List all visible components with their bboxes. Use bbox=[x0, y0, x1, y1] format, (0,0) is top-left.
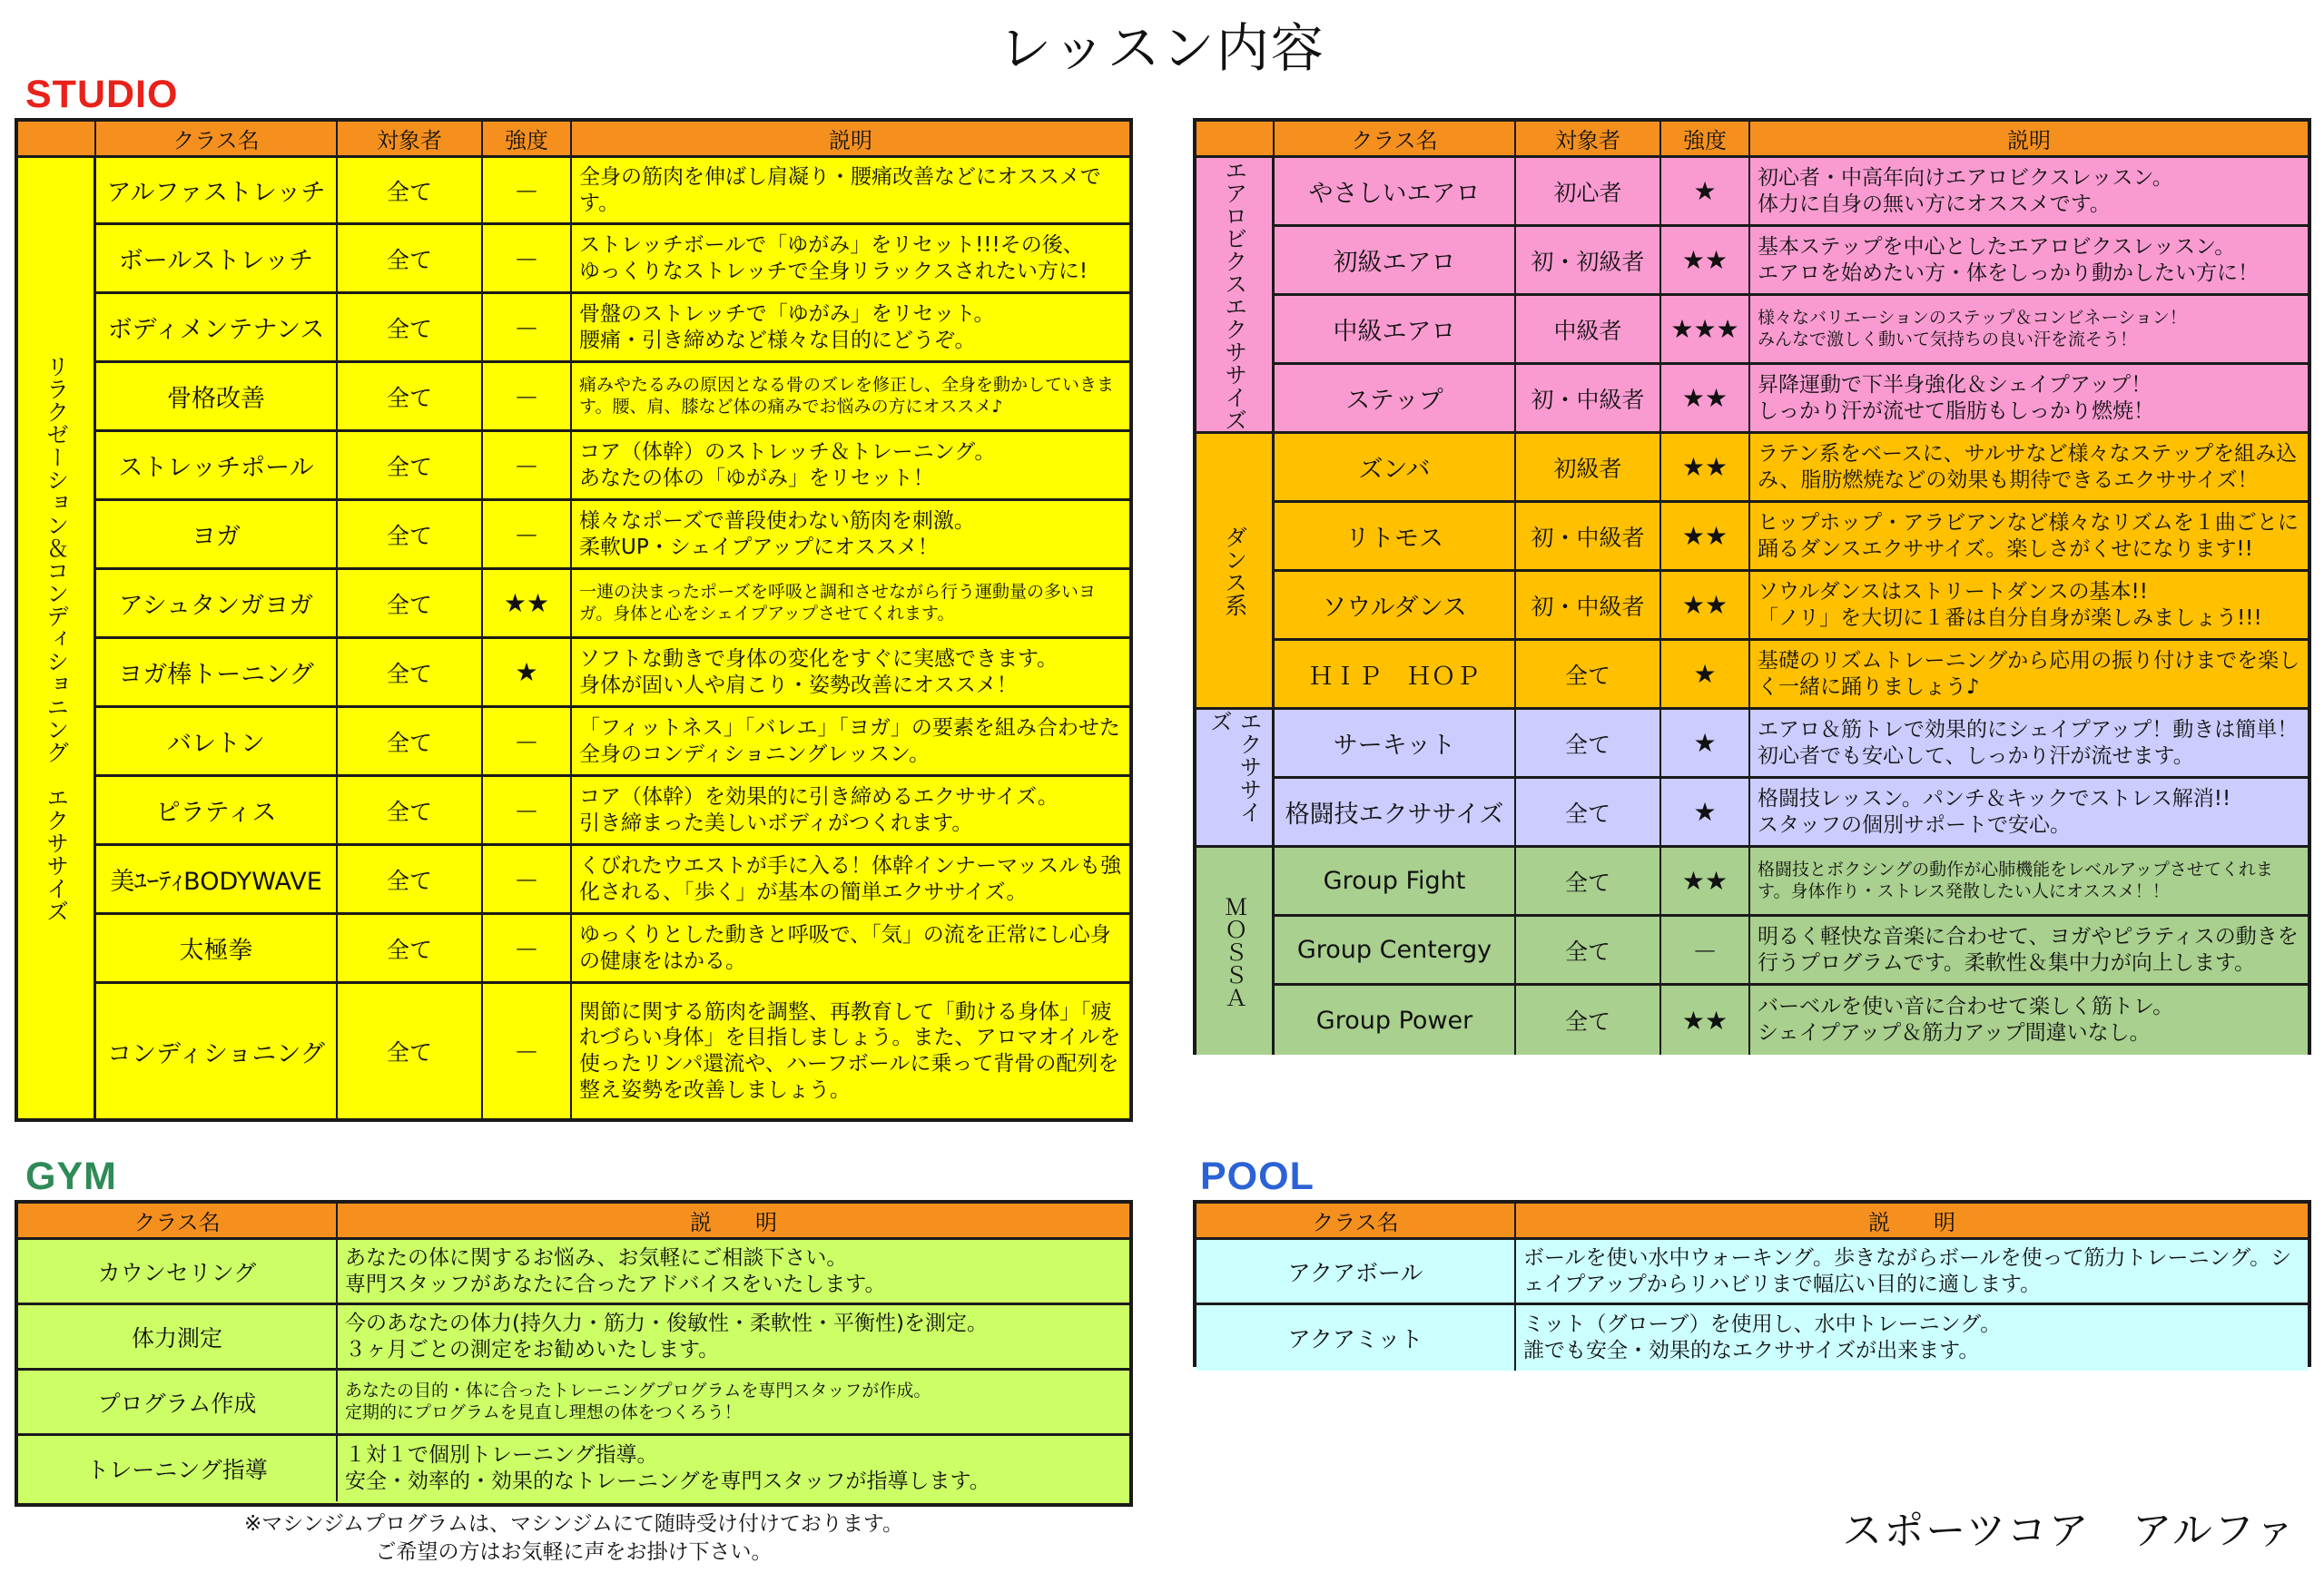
class-name-cell: 初級エアロ bbox=[1275, 227, 1516, 293]
intensity-cell: － bbox=[483, 846, 572, 912]
description-text: くびれたウエストが手に入る！体幹インナーマッスルも強化される、「歩く」が基本の簡単エクササイズ。 bbox=[579, 853, 1122, 904]
description-cell bbox=[572, 915, 1129, 981]
target-cell: 全て bbox=[1516, 848, 1661, 914]
intensity-cell: ★★ bbox=[1661, 572, 1750, 638]
classes-table-header bbox=[1196, 122, 2308, 158]
table-row bbox=[18, 1305, 1129, 1371]
table-row bbox=[96, 363, 1129, 432]
description-cell bbox=[1750, 848, 2308, 914]
table-row bbox=[1275, 779, 2308, 848]
table-row bbox=[96, 158, 1129, 225]
description-text: 格闘技とボクシングの動作が心肺機能をレベルアップさせてくれます。身体作り・ストレス発散したい人にオススメ！！ bbox=[1758, 859, 2273, 901]
description-text: ゆっくりとした動きと呼吸で、「気」の流を正常にし心身の健康をはかる。 bbox=[579, 922, 1111, 973]
header-class-name: クラス名 bbox=[18, 1204, 338, 1237]
header-description: 説明 bbox=[829, 128, 872, 153]
description-cell bbox=[572, 708, 1129, 774]
table-row bbox=[96, 708, 1129, 777]
table-row bbox=[1275, 917, 2308, 986]
description-text: ストレッチボールで「ゆがみ」をリセット!!!その後、 ゆっくりなストレッチで全身リラックスされたい方に! bbox=[579, 232, 1088, 283]
intensity-cell: ★★ bbox=[1661, 227, 1750, 293]
intensity-cell: － bbox=[483, 432, 572, 498]
description-cell bbox=[1516, 1240, 2308, 1303]
table-row bbox=[96, 225, 1129, 294]
description-text: 全身の筋肉を伸ばし肩凝り・腰痛改善などにオススメです。 bbox=[579, 164, 1101, 215]
description-text: あなたの目的・体に合ったトレーニングプログラムを専門スタッフが作成。 定期的にプログラムを見直し理想の体をつくろう！ bbox=[345, 1380, 931, 1422]
description-cell bbox=[572, 777, 1129, 843]
header-description: 説 明 bbox=[1868, 1210, 1955, 1235]
table-row bbox=[1275, 572, 2308, 641]
target-cell: 全て bbox=[338, 984, 483, 1118]
header-target: 対象者 bbox=[338, 122, 483, 155]
table-row bbox=[1275, 641, 2308, 710]
table-row bbox=[96, 501, 1129, 570]
target-cell: 全て bbox=[338, 158, 483, 222]
description-text: コア（体幹）のストレッチ＆トレーニング。 あなたの体の「ゆがみ」をリセット！ bbox=[579, 439, 996, 490]
intensity-cell: ★ bbox=[1661, 641, 1750, 707]
description-text: ミット（グローブ）を使用し、水中トレーニング。 誰でも安全・効果的なエクササイズが出来ます。 bbox=[1523, 1313, 2002, 1362]
table-row bbox=[1275, 365, 2308, 434]
table-row bbox=[96, 294, 1129, 363]
table-row bbox=[96, 915, 1129, 984]
studio-table bbox=[15, 118, 1133, 1122]
description-cell bbox=[1750, 986, 2308, 1055]
target-cell: 全て bbox=[338, 708, 483, 774]
intensity-cell: － bbox=[483, 984, 572, 1118]
description-text: 様々なバリエーションのステップ＆コンビネーション！ みんなで激しく動いて気持ちの良い汗を流そう！ bbox=[1758, 307, 2187, 349]
description-text: 関節に関する筋肉を調整、再教育して「動ける身体」「疲れづらい身体」を目指しましょう。また、アロマオイルを使ったリンパ還流や、ハーフボールに乗って背骨の配列を整え姿勢を改善しましょう。 bbox=[579, 999, 1121, 1102]
description-cell bbox=[338, 1371, 1129, 1433]
gym-table bbox=[15, 1200, 1133, 1507]
table-row bbox=[1275, 848, 2308, 917]
table-row bbox=[96, 432, 1129, 501]
description-text: バーベルを使い音に合わせて楽しく筋トレ。 シェイプアップ＆筋力アップ間違いなし。 bbox=[1758, 995, 2174, 1045]
intensity-cell: － bbox=[483, 158, 572, 222]
class-name-cell: プログラム作成 bbox=[18, 1371, 338, 1433]
gym-section-label: GYM bbox=[25, 1155, 117, 1198]
page-title: レッスン内容 bbox=[999, 17, 1325, 79]
header-class-name: クラス名 bbox=[1275, 122, 1516, 155]
class-name-cell: 中級エアロ bbox=[1275, 296, 1516, 362]
intensity-cell: ★★ bbox=[483, 570, 572, 636]
description-cell bbox=[572, 158, 1129, 222]
description-cell bbox=[572, 846, 1129, 912]
class-name-cell: ボディメンテナンス bbox=[96, 294, 338, 360]
class-name-cell: トレーニング指導 bbox=[18, 1436, 338, 1501]
description-cell bbox=[572, 363, 1129, 429]
description-cell bbox=[572, 294, 1129, 360]
description-text: ボールを使い水中ウォーキング。歩きながらボールを使って筋力トレーニング。シェイプアップからリハビリまで幅広い目的に適します。 bbox=[1523, 1245, 2292, 1296]
intensity-cell: ★ bbox=[1661, 779, 1750, 845]
intensity-cell: － bbox=[1661, 917, 1750, 983]
header-intensity: 強度 bbox=[1661, 122, 1750, 155]
header-category-cell bbox=[1196, 122, 1275, 155]
table-row bbox=[1196, 1305, 2308, 1371]
target-cell: 全て bbox=[1516, 710, 1661, 776]
table-row bbox=[96, 777, 1129, 846]
class-name-cell: バレトン bbox=[96, 708, 338, 774]
description-cell bbox=[1750, 365, 2308, 431]
description-cell bbox=[1750, 158, 2308, 224]
target-cell: 全て bbox=[338, 777, 483, 843]
description-cell bbox=[1750, 572, 2308, 638]
target-cell: 初心者 bbox=[1516, 158, 1661, 224]
header-target: 対象者 bbox=[1516, 122, 1661, 155]
target-cell: 全て bbox=[338, 915, 483, 981]
intensity-cell: － bbox=[483, 708, 572, 774]
intensity-cell: － bbox=[483, 777, 572, 843]
description-cell bbox=[1750, 296, 2308, 362]
class-name-cell: ソウルダンス bbox=[1275, 572, 1516, 638]
description-cell bbox=[1516, 1305, 2308, 1371]
class-name-cell: やさしいエアロ bbox=[1275, 158, 1516, 224]
target-cell: 全て bbox=[338, 432, 483, 498]
intensity-cell: ★ bbox=[1661, 158, 1750, 224]
description-text: ヒップホップ・アラビアンなど様々なリズムを１曲ごとに踊るダンスエクササイズ。楽しさがくせになります!! bbox=[1758, 510, 2299, 561]
description-text: 骨盤のストレッチで「ゆがみ」をリセット。 腰痛・引き締めなど様々な目的にどうぞ。 bbox=[579, 301, 995, 352]
target-cell: 初・中級者 bbox=[1516, 365, 1661, 431]
description-text: 基本ステップを中心としたエアロビクスレッスン。 エアロを始めたい方・体をしっかり動かしたい方に！ bbox=[1758, 234, 2259, 285]
table-row bbox=[1196, 1240, 2308, 1305]
description-cell bbox=[572, 570, 1129, 636]
intensity-cell: ★★ bbox=[1661, 848, 1750, 914]
target-cell: 全て bbox=[1516, 779, 1661, 845]
class-name-cell: ＨＩＰ ＨＯＰ bbox=[1275, 641, 1516, 707]
table-row bbox=[1275, 227, 2308, 296]
intensity-cell: － bbox=[483, 915, 572, 981]
description-cell bbox=[338, 1436, 1129, 1501]
description-text: 基礎のリズムトレーニングから応用の振り付けまでを楽しく一緒に踊りましょう♪ bbox=[1758, 648, 2300, 699]
target-cell: 全て bbox=[1516, 917, 1661, 983]
table-row bbox=[18, 1240, 1129, 1305]
category-label: エクササイズ bbox=[1196, 710, 1275, 848]
header-category-cell bbox=[18, 122, 96, 155]
class-name-cell: ヨガ bbox=[96, 501, 338, 567]
description-cell bbox=[1750, 434, 2308, 500]
intensity-cell: ★ bbox=[1661, 710, 1750, 776]
target-cell: 初級者 bbox=[1516, 434, 1661, 500]
description-text: 昇降運動で下半身強化＆シェイプアップ！ しっかり汗が流せて脂肪もしっかり燃焼！ bbox=[1758, 372, 2154, 423]
description-cell bbox=[572, 225, 1129, 291]
table-row bbox=[1275, 158, 2308, 227]
header-class-name: クラス名 bbox=[96, 122, 338, 155]
description-cell bbox=[572, 501, 1129, 567]
header-intensity: 強度 bbox=[483, 122, 572, 155]
table-row bbox=[96, 570, 1129, 639]
category-label: エアロビクスエクササイズ bbox=[1196, 158, 1275, 434]
description-cell bbox=[572, 432, 1129, 498]
intensity-cell: ★★ bbox=[1661, 365, 1750, 431]
description-cell bbox=[1750, 641, 2308, 707]
target-cell: 中級者 bbox=[1516, 296, 1661, 362]
studio-category-label: リラクゼーション＆コンディショニング エクササイズ bbox=[18, 158, 96, 1118]
table-row bbox=[1275, 296, 2308, 365]
class-name-cell: ズンバ bbox=[1275, 434, 1516, 500]
class-name-cell: カウンセリング bbox=[18, 1240, 338, 1303]
classes-table bbox=[1193, 118, 2311, 1055]
description-cell bbox=[572, 984, 1129, 1118]
studio-section-label: STUDIO bbox=[25, 73, 179, 116]
description-text: ソフトな動きで身体の変化をすぐに実感できます。 身体が固い人や肩こり・姿勢改善にオススメ！ bbox=[579, 646, 1059, 697]
intensity-cell: ★★ bbox=[1661, 503, 1750, 569]
class-name-cell: コンディショニング bbox=[96, 984, 338, 1118]
description-cell bbox=[338, 1305, 1129, 1368]
class-name-cell: Group Fight bbox=[1275, 848, 1516, 914]
brand-name: スポーツコア アルファ bbox=[1842, 1508, 2297, 1554]
studio-table-header bbox=[18, 122, 1129, 158]
class-name-cell: 美ﾕｰﾃｨBODYWAVE bbox=[96, 846, 338, 912]
description-text: エアロ＆筋トレで効果的にシェイプアップ！動きは簡単！初心者でも安心して、しっかり汗が流せます。 bbox=[1758, 717, 2299, 768]
class-name-cell: Group Centergy bbox=[1275, 917, 1516, 983]
header-class-name: クラス名 bbox=[1196, 1204, 1516, 1237]
target-cell: 全て bbox=[338, 846, 483, 912]
description-text: １対１で個別トレーニング指導。 安全・効率的・効果的なトレーニングを専門スタッフが指導します。 bbox=[345, 1443, 990, 1493]
description-text: 明るく軽快な音楽に合わせて、ヨガやピラティスの動きを行うプログラムです。柔軟性＆集中力が向上します。 bbox=[1758, 924, 2299, 975]
description-cell bbox=[338, 1240, 1129, 1303]
description-cell bbox=[1750, 710, 2308, 776]
table-row bbox=[96, 639, 1129, 708]
description-text: 一連の決まったポーズを呼吸と調和させながら行う運動量の多いヨガ。身体と心をシェイプアップさせてくれます。 bbox=[579, 581, 1097, 624]
table-row bbox=[1275, 434, 2308, 503]
description-text: 格闘技レッスン。パンチ＆キックでストレス解消!! スタッフの個別サポートで安心。 bbox=[1758, 786, 2231, 837]
gym-note-line-2: ご希望の方はお気軽に声をお掛け下さい。 bbox=[375, 1540, 773, 1565]
target-cell: 全て bbox=[1516, 641, 1661, 707]
class-name-cell: アクアボール bbox=[1196, 1240, 1516, 1303]
class-name-cell: アルファストレッチ bbox=[96, 158, 338, 222]
intensity-cell: － bbox=[483, 363, 572, 429]
description-text: ラテン系をベースに、サルサなど様々なステップを組み込み、脂肪燃焼などの効果も期待できるエクササイズ！ bbox=[1758, 441, 2298, 492]
target-cell: 全て bbox=[338, 363, 483, 429]
description-text: 初心者・中高年向けエアロビクスレッスン。 体力に自身の無い方にオススメです。 bbox=[1758, 165, 2173, 216]
class-name-cell: 格闘技エクササイズ bbox=[1275, 779, 1516, 845]
description-cell bbox=[1750, 227, 2308, 293]
description-text: あなたの体に関するお悩み、お気軽にご相談下さい。 専門スタッフがあなたに合ったアドバイスをいたします。 bbox=[345, 1245, 886, 1296]
class-name-cell: ヨガ棒トーニング bbox=[96, 639, 338, 705]
target-cell: 全て bbox=[338, 570, 483, 636]
description-text: 痛みやたるみの原因となる骨のズレを修正し、全身を動かしていきます。腰、肩、膝など体の痛みでお悩みの方にオススメ♪ bbox=[579, 374, 1115, 417]
table-row bbox=[1275, 986, 2308, 1055]
target-cell: 初・初級者 bbox=[1516, 227, 1661, 293]
intensity-cell: － bbox=[483, 294, 572, 360]
class-name-cell: ピラティス bbox=[96, 777, 338, 843]
target-cell: 全て bbox=[338, 294, 483, 360]
description-text: 様々なポーズで普段使わない筋肉を刺激。 柔軟UP・シェイプアップにオススメ！ bbox=[579, 508, 975, 559]
header-description: 説 明 bbox=[690, 1210, 777, 1235]
intensity-cell: ★★ bbox=[1661, 434, 1750, 500]
gym-note-line-1: ※マシンジムプログラムは、マシンジムにて随時受け付けております。 bbox=[243, 1512, 904, 1536]
description-cell bbox=[572, 639, 1129, 705]
description-text: 今のあなたの体力(持久力・筋力・俊敏性・柔軟性・平衡性)を測定。 ３ヶ月ごとの測定をお勧めいたします。 bbox=[345, 1311, 988, 1362]
category-label: ＭＯＳＳＡ bbox=[1196, 848, 1275, 1055]
target-cell: 全て bbox=[338, 225, 483, 291]
description-text: コア（体幹）を効果的に引き締めるエクササイズ。 引き締まった美しいボディがつくれます。 bbox=[579, 784, 1059, 835]
class-name-cell: サーキット bbox=[1275, 710, 1516, 776]
pool-section-label: POOL bbox=[1200, 1155, 1315, 1198]
class-name-cell: 太極拳 bbox=[96, 915, 338, 981]
intensity-cell: ★★★ bbox=[1661, 296, 1750, 362]
target-cell: 全て bbox=[338, 501, 483, 567]
class-name-cell: アシュタンガヨガ bbox=[96, 570, 338, 636]
pool-table-header bbox=[1196, 1204, 2308, 1240]
description-cell bbox=[1750, 917, 2308, 983]
target-cell: 初・中級者 bbox=[1516, 503, 1661, 569]
table-row bbox=[1275, 503, 2308, 572]
class-name-cell: アクアミット bbox=[1196, 1305, 1516, 1371]
intensity-cell: ★★ bbox=[1661, 986, 1750, 1055]
description-cell bbox=[1750, 779, 2308, 845]
class-name-cell: ストレッチポール bbox=[96, 432, 338, 498]
gym-table-header bbox=[18, 1204, 1129, 1240]
gym-note bbox=[15, 1510, 1133, 1567]
intensity-cell: － bbox=[483, 501, 572, 567]
class-name-cell: ステップ bbox=[1275, 365, 1516, 431]
table-row bbox=[18, 1371, 1129, 1436]
description-cell bbox=[1750, 503, 2308, 569]
header-description: 説明 bbox=[2007, 128, 2051, 153]
description-text: 「フィットネス」「バレエ」「ヨガ」の要素を組み合わせた全身のコンディショニングレッスン。 bbox=[579, 715, 1120, 766]
target-cell: 全て bbox=[338, 639, 483, 705]
class-name-cell: ボールストレッチ bbox=[96, 225, 338, 291]
class-name-cell: 骨格改善 bbox=[96, 363, 338, 429]
pool-table bbox=[1193, 1200, 2311, 1367]
intensity-cell: － bbox=[483, 225, 572, 291]
target-cell: 初・中級者 bbox=[1516, 572, 1661, 638]
category-label: ダンス系 bbox=[1196, 434, 1275, 710]
target-cell: 全て bbox=[1516, 986, 1661, 1055]
class-name-cell: 体力測定 bbox=[18, 1305, 338, 1368]
intensity-cell: ★ bbox=[483, 639, 572, 705]
table-row bbox=[96, 984, 1129, 1118]
table-row bbox=[1275, 710, 2308, 779]
table-row bbox=[96, 846, 1129, 915]
class-name-cell: Group Power bbox=[1275, 986, 1516, 1055]
table-row bbox=[18, 1436, 1129, 1501]
class-name-cell: リトモス bbox=[1275, 503, 1516, 569]
description-text: ソウルダンスはストリートダンスの基本!! 「ノリ」を大切に１番は自分自身が楽しみましょう!!! bbox=[1758, 579, 2262, 630]
